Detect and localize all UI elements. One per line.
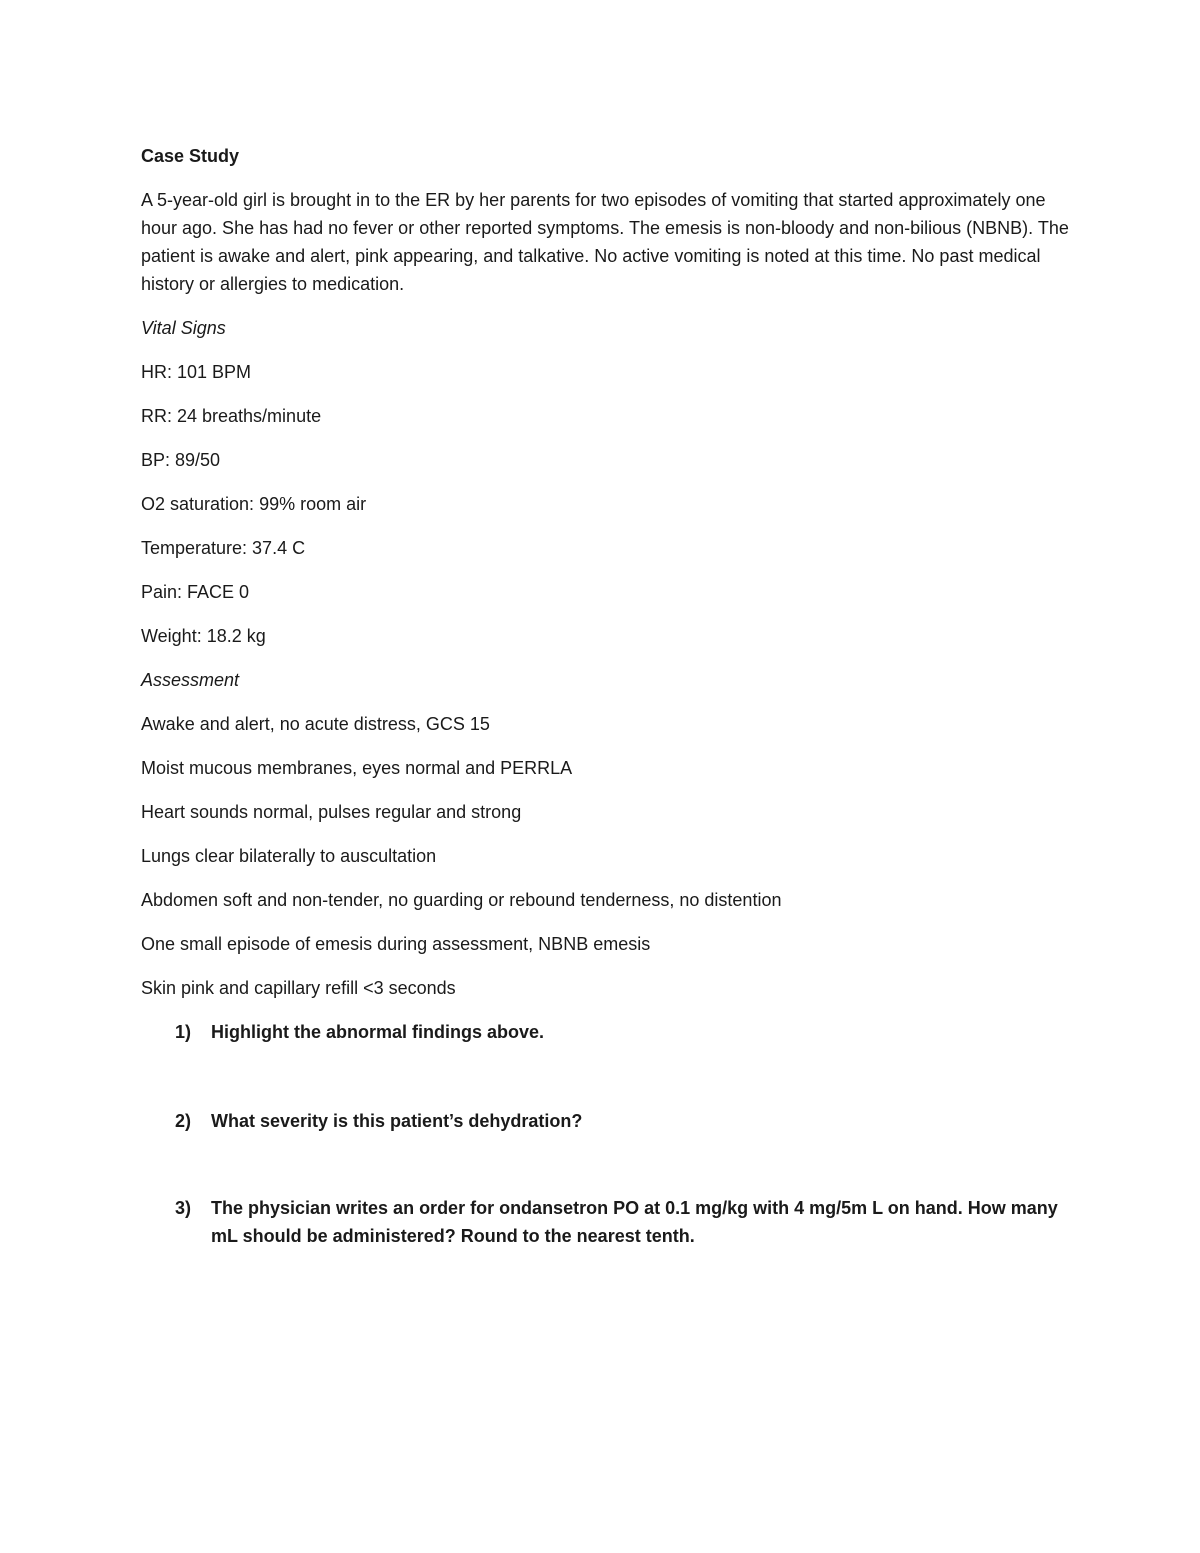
assessment-item: One small episode of emesis during assessment, NBNB emesis	[141, 934, 651, 954]
question-list	[141, 1018, 1071, 1250]
question-number: 2)	[175, 1111, 192, 1131]
assessment-item: Awake and alert, no acute distress, GCS 15	[141, 714, 490, 734]
case-intro-paragraph: A 5-year-old girl is brought in to the ER by her parents for two episodes of vomiting that started approximately one hour ago. She has had no fever or other reported symptoms. The emesis is non-bloody and non-bilious (NBNB). The patient is awake and alert, pink appearing, and talkative. No active vomiting is noted at this time. No past medical history or allergies to medication.	[141, 190, 1069, 294]
question-item	[141, 1018, 1071, 1046]
question-item	[141, 1194, 1071, 1250]
question-text: What severity is this patient’s dehydration?	[211, 1111, 583, 1131]
question-number: 1)	[175, 1022, 192, 1042]
assessment-item: Skin pink and capillary refill <3 seconds	[141, 978, 456, 998]
vital-sign-weight: Weight: 18.2 kg	[141, 626, 266, 646]
question-item	[141, 1107, 1071, 1135]
vital-sign-o2-saturation: O2 saturation: 99% room air	[141, 494, 367, 514]
assessment-heading: Assessment	[141, 670, 240, 690]
vital-sign-heart-rate: HR: 101 BPM	[141, 362, 252, 382]
assessment-item: Lungs clear bilaterally to auscultation	[141, 846, 437, 866]
vital-sign-temperature: Temperature: 37.4 C	[141, 538, 306, 558]
vital-signs-heading: Vital Signs	[141, 318, 226, 338]
document-content	[141, 142, 1071, 1250]
question-number: 3)	[175, 1198, 192, 1218]
vital-sign-pain: Pain: FACE 0	[141, 582, 250, 602]
question-text: The physician writes an order for ondansetron PO at 0.1 mg/kg with 4 mg/5m L on hand. How many mL should be administered? Round to the nearest tenth.	[211, 1198, 1058, 1246]
assessment-item: Abdomen soft and non-tender, no guarding or rebound tenderness, no distention	[141, 890, 782, 910]
question-text: Highlight the abnormal findings above.	[211, 1022, 545, 1042]
assessment-item: Heart sounds normal, pulses regular and strong	[141, 802, 522, 822]
vital-sign-respiratory-rate: RR: 24 breaths/minute	[141, 406, 322, 426]
assessment-item: Moist mucous membranes, eyes normal and PERRLA	[141, 758, 573, 778]
vital-sign-blood-pressure: BP: 89/50	[141, 450, 221, 470]
document-title: Case Study	[141, 146, 240, 166]
